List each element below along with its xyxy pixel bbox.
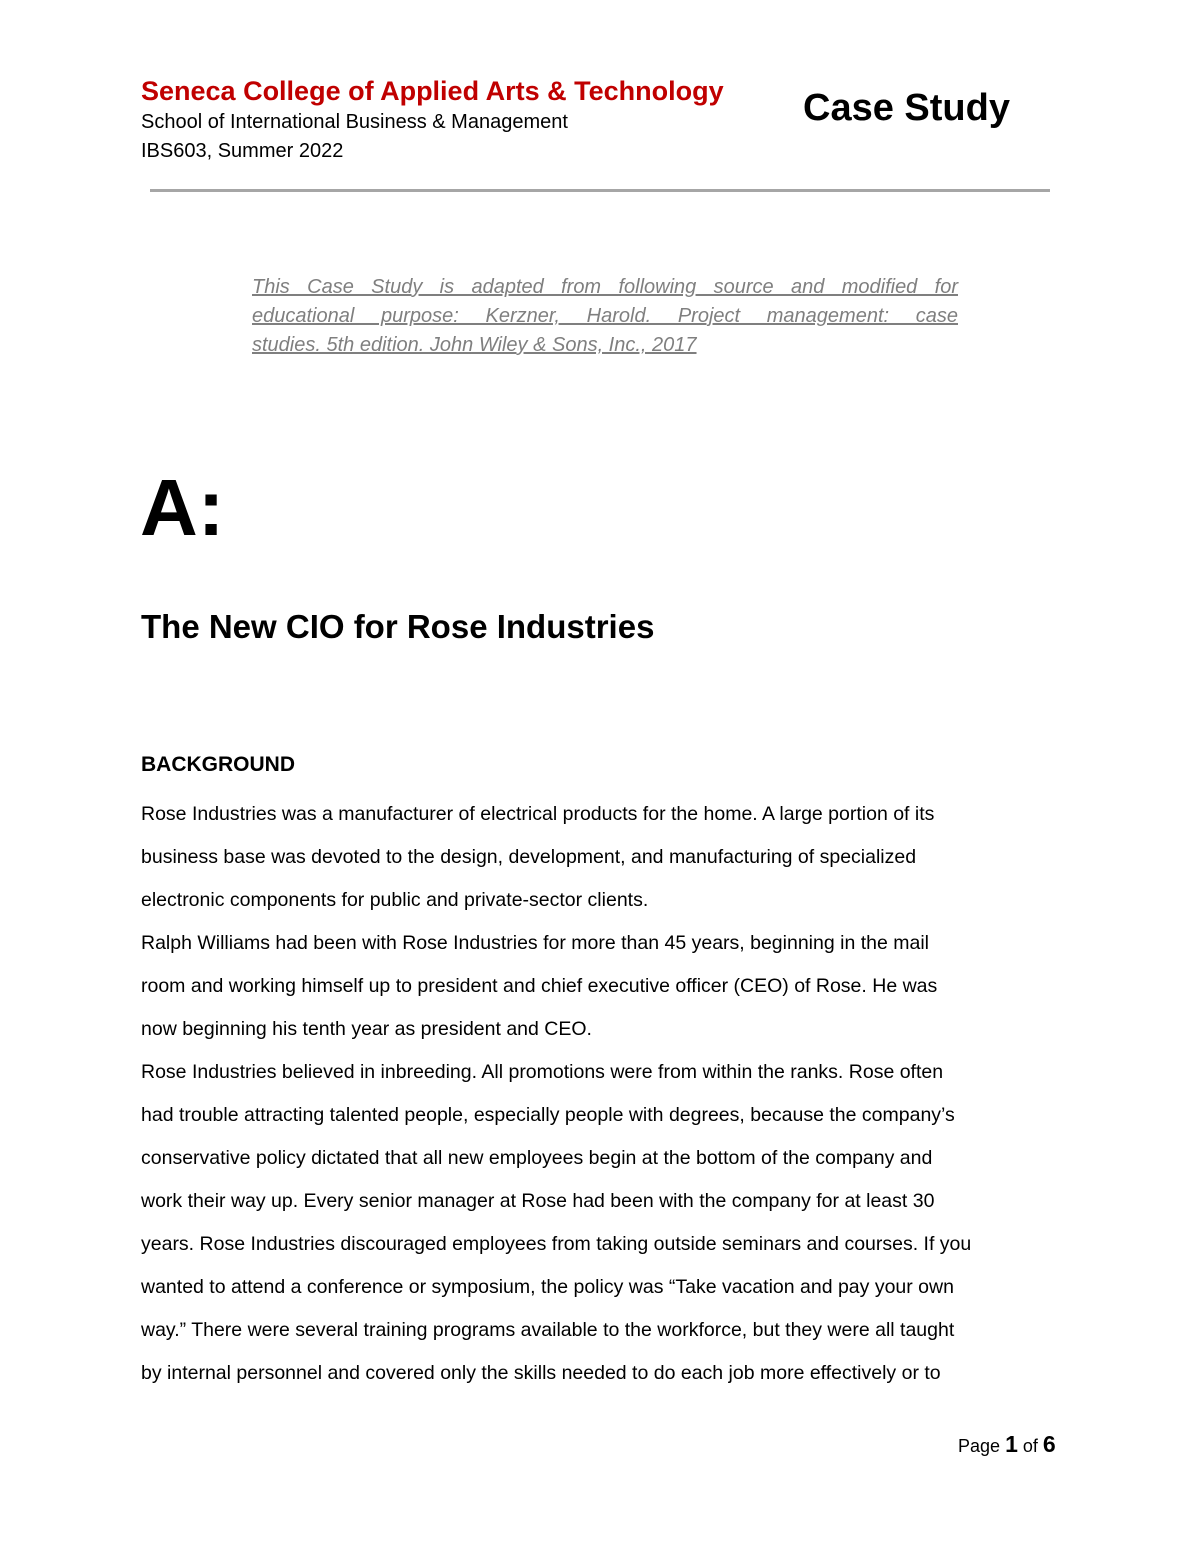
body-line: years. Rose Industries discouraged employees from taking outside seminars and courses. If you	[141, 1233, 972, 1255]
body-line: conservative policy dictated that all new employees begin at the bottom of the company and	[141, 1147, 933, 1169]
body-line: work their way up. Every senior manager at Rose had been with the company for at least 30	[141, 1190, 935, 1212]
course-info: IBS603, Summer 2022	[141, 140, 344, 162]
body-line: by internal personnel and covered only the skills needed to do each job more effectively or to	[141, 1362, 941, 1384]
body-line: Ralph Williams had been with Rose Industries for more than 45 years, beginning in the mail	[141, 932, 929, 954]
source-citation-line: educational purpose: Kerzner, Harold. Project management: case	[252, 305, 958, 327]
source-citation	[252, 273, 958, 360]
body-line: had trouble attracting talented people, especially people with degrees, because the company’s	[141, 1104, 955, 1126]
body-text	[141, 793, 1061, 1395]
body-line: room and working himself up to president and chief executive officer (CEO) of Rose. He was	[141, 975, 938, 997]
body-line: wanted to attend a conference or symposium, the policy was “Take vacation and pay your own	[141, 1276, 954, 1298]
part-label: A:	[140, 463, 225, 552]
body-line: electronic components for public and private-sector clients.	[141, 889, 649, 911]
current-page: 1	[1005, 1431, 1018, 1457]
total-pages: 6	[1042, 1431, 1056, 1457]
college-name: Seneca College of Applied Arts & Technology	[141, 76, 724, 106]
source-citation-line: studies. 5th edition. John Wiley & Sons, Inc., 2017	[252, 334, 697, 356]
page-word: Page	[958, 1436, 1001, 1456]
of-word: of	[1022, 1436, 1038, 1456]
header-divider	[150, 189, 1050, 192]
document-type-title: Case Study	[803, 87, 1010, 129]
section-heading: BACKGROUND	[141, 753, 295, 776]
page-number	[958, 1429, 1056, 1461]
body-line: way.” There were several training programs available to the workforce, but they were all taught	[141, 1319, 955, 1341]
body-line: business base was devoted to the design, development, and manufacturing of specialized	[141, 846, 917, 868]
body-line: Rose Industries was a manufacturer of electrical products for the home. A large portion of its	[141, 803, 935, 825]
body-line: Rose Industries believed in inbreeding. All promotions were from within the ranks. Rose often	[141, 1061, 944, 1083]
source-citation-line: This Case Study is adapted from following source and modified for	[252, 276, 958, 298]
document-header	[141, 74, 724, 166]
school-name: School of International Business & Management	[141, 111, 568, 133]
body-line: now beginning his tenth year as president and CEO.	[141, 1018, 592, 1040]
case-title: The New CIO for Rose Industries	[141, 608, 655, 645]
